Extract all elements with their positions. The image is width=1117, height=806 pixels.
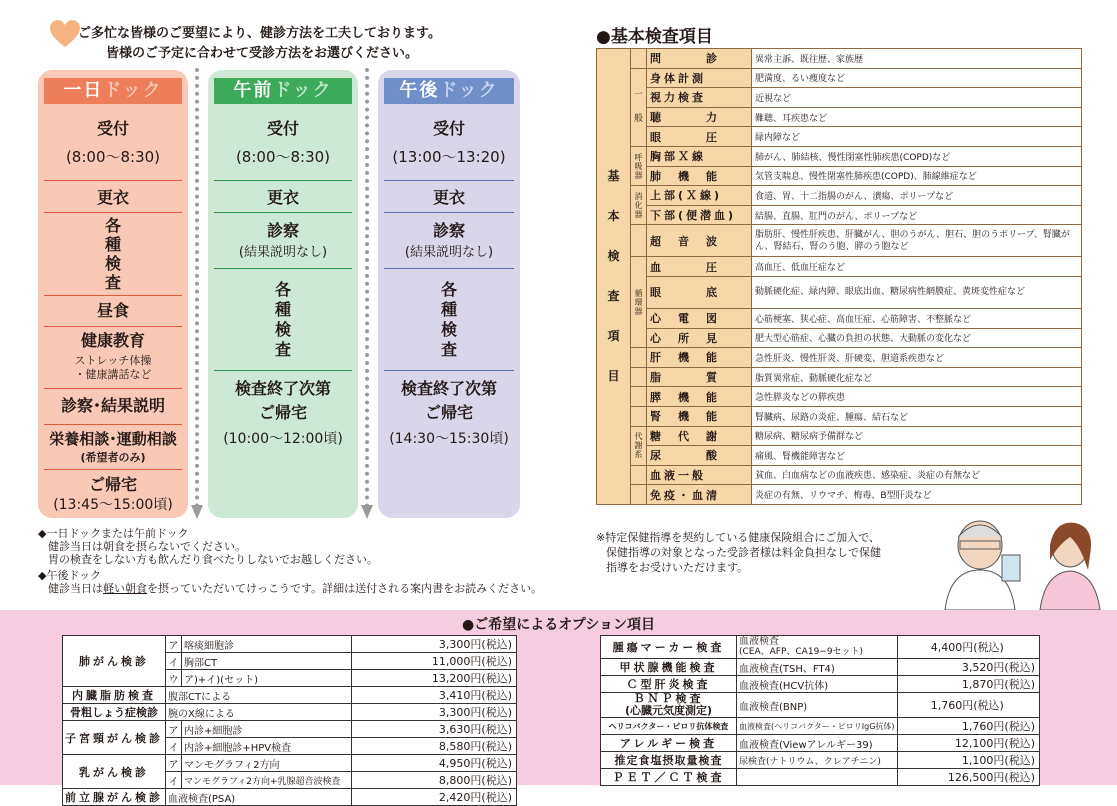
exam-name: 免疫・血清 [647,485,752,505]
option-name: 骨粗しょう症検診 [63,704,166,721]
option-name: 甲状腺機能検査 [601,659,737,676]
go-home: ご帰宅 [88,475,137,494]
exam-desc: 脂肪肝、慢性肝疾患、肝臓がん、胆のうがん、胆石、胆のうポリープ、腎臓がん、腎結石、腎のう胞、膵のう胞など [752,225,1082,257]
changing: 更衣 [96,188,129,207]
exam-finished: 検査終了次第 [400,379,497,398]
options-table-left: 肺がん検診 ア 喀痰細胞診 3,300円(税込) イ 胸部CT 11,000円(税込) ウ ア)+イ)(セット) 13,200円(税込) 内臓脂肪検査 腹部CTによる 3,410円(税込) 骨粗しょう症検診 腕のX線による 3,300円(税込) 子宮頸がん検診 ア 内診+細胞診 3,630円(税込) イ 内診+細胞診+HPV検査 8,580円(税込) 乳がん検診 ア マンモグラフィ2方向 4,950円(税込) イ マンモグラフィ2方向+乳腺超音波検査 8,800円(税込) 前立腺がん検診 血液検査(PSA) 2,420円(税込) [62,635,517,806]
exam-desc: 動脈硬化症、緑内障、眼底出血、糖尿病性網膜症、黄斑変性症など [752,276,1082,308]
exam-desc: 近視など [752,88,1082,108]
exam-desc: 肺がん、肺結核、慢性閉塞性肺疾患(COPD)など [752,146,1082,166]
exam-name: 視力検査 [647,88,752,108]
exam-name: 聴 力 [647,107,752,127]
basic-exam-vertical-label: 基 本 検 査 項 目 [597,49,631,505]
exam-name: 下部(便潜血) [647,205,752,225]
basic-exam-table [596,48,1082,505]
exam-desc: 炎症の有無、リウマチ、梅毒、B型肝炎など [752,485,1082,505]
exam-name: 問 診 [647,49,752,69]
health-education: 健康教育 [80,331,145,350]
changing: 更衣 [432,188,465,207]
option-name: 子宮頸がん検診 [63,721,166,755]
exam-name: 脂 質 [647,367,752,387]
exam-name: 眼 底 [647,276,752,308]
reception: 受付 [266,119,299,138]
exam-name: 膵 機 能 [647,387,752,407]
full-day-dock-title: 一日ドック [44,78,182,104]
afternoon-dock-title: 午後ドック [384,78,514,104]
exams: 各 種 検 査 [104,216,121,292]
exam-name: 血液一般 [647,465,752,485]
option-name: Ｃ型肝炎検査 [601,676,737,693]
go-home: ご帰宅 [258,403,307,422]
home-time: (14:30〜15:30頃) [389,431,509,447]
exam-desc: 貧血、白血病などの血液疾患、感染症、炎症の有無など [752,465,1082,485]
consultation: 診察 [432,221,465,240]
exam-desc: 脂質異常症、動脈硬化症など [752,367,1082,387]
exam-name: 身体計測 [647,68,752,88]
exam-name: 超 音 波 [647,225,752,257]
option-name: アレルギー検査 [601,735,737,752]
circulatory-label: 循環器 [631,257,647,348]
exam-desc: 気管支喘息、慢性閉塞性肺疾患(COPD)、肺線維症など [752,166,1082,186]
exams: 各 種 検 査 [274,280,291,359]
exam-desc: 結腸、直腸、肛門のがん、ポリープなど [752,205,1082,225]
nutrition-note: (希望者のみ) [80,451,146,464]
exam-desc: 緑内障など [752,127,1082,147]
heart-icon [50,20,80,48]
exam-desc: 腎臓病、尿路の炎症、腫瘍、結石など [752,406,1082,426]
exam-desc: 糖尿病、糖尿病予備群など [752,426,1082,446]
option-name: 乳がん検診 [63,755,166,789]
exam-desc: 高血圧、低血圧症など [752,257,1082,277]
exam-finished: 検査終了次第 [234,379,331,398]
exam-name: 眼 圧 [647,127,752,147]
exam-name: 上部(Ｘ線) [647,186,752,206]
morning-dock-column [208,70,358,518]
exam-name: 心 電 図 [647,308,752,328]
exam-desc: 急性膵炎などの膵疾患 [752,387,1082,407]
arrow-down-icon [361,505,373,519]
exam-name: 心 所 見 [647,328,752,348]
exam-desc: 急性肝炎、慢性肝炎、肝硬変、胆道系疾患など [752,348,1082,368]
education-note: ストレッチ体操 ・健康講話など [74,354,152,381]
reception: 受付 [432,119,465,138]
options-table-right: 腫瘍マーカー検査 血液検査 (CEA、AFP、CA19−9セット) 4,400円(税込) 甲状腺機能検査 血液検査(TSH、FT4) 3,520円(税込) Ｃ型肝炎検査 血液検査(HCV抗体) 1,870円(税込) ＢＮＰ検査 (心臓元気度測定) 血液検査(BNP) 1,760円(税込) ヘリコバクター・ピロリ抗体検査 血液検査(ヘリコバクター・ピロリIgG抗体) 1,760円(税込) アレルギー検査 血液検査(Viewアレルギー39) 12,100円(税込) 推定食塩摂取量検査 尿検査(ナトリウム、クレアチニン) 1,100円(税込) ＰＥＴ／ＣＴ検査 126,500円(税込) [600,635,1040,786]
home-time: (13:45〜15:00頃) [53,497,173,513]
preparation-notes: ◆一日ドックまたは午前ドック 健診当日は朝食を摂らないでください。 胃の検査をしない方も飲んだり食べたりしないでお越しください。 ◆午後ドック 健診当日は軽い朝食を摂っていただいてけっこうです。詳細は送付される案内書をお読みください。 [38,527,543,595]
exam-desc: 食道、胃、十二指腸のがん、潰瘍、ポリープなど [752,186,1082,206]
exam-name: 糖 代 謝 [647,426,752,446]
arrow-down-icon [191,505,203,519]
afternoon-dock-column [378,70,520,518]
metabolism-label: 代謝系 [631,426,647,465]
exam-desc: 異常主訴、既往歴、家族歴 [752,49,1082,69]
reception-time: (13:00〜13:20) [392,148,506,166]
reception: 受付 [96,119,129,138]
home-time: (10:00〜12:00頃) [223,431,343,447]
options-title: ●ご希望によるオプション項目 [462,617,655,633]
exam-name: 肺 機 能 [647,166,752,186]
general-label: 一 般 [631,68,647,146]
intro-text: ご多忙な皆様のご要望により、健診方法を工夫しております。 皆様のご予定に合わせて受診方法をお選びください。 [78,26,441,61]
exam-desc: 肥大型心筋症、心臓の負担の状態、大動脈の変化など [752,328,1082,348]
reception-time: (8:00〜8:30) [235,148,331,166]
exam-name: 血 圧 [647,257,752,277]
option-name: 腫瘍マーカー検査 [601,636,737,659]
option-name: 肺がん検診 [63,636,166,687]
changing: 更衣 [266,188,299,207]
exam-name: 腎 機 能 [647,406,752,426]
divider [365,68,369,508]
consultation: 診察･結果説明 [60,396,165,415]
exam-desc: 心筋梗塞、狭心症、高血圧症、心筋障害、不整脈など [752,308,1082,328]
consultation: 診察 [266,221,299,240]
option-name: 推定食塩摂取量検査 [601,752,737,769]
option-name: 内臓脂肪検査 [63,687,166,704]
basic-exam-title: ●基本検査項目 [596,27,713,47]
morning-dock-title: 午前ドック [214,78,352,104]
exam-desc: 痛風、腎機能障害など [752,446,1082,466]
exams: 各 種 検 査 [440,280,457,359]
option-name: ＰＥＴ／ＣＴ検査 [601,769,737,786]
reception-time: (8:00〜8:30) [65,148,161,166]
exam-name: 肝 機 能 [647,348,752,368]
exam-name: 胸部Ｘ線 [647,146,752,166]
lunch: 昼食 [96,301,129,320]
exam-desc: 肥満度、るい痩度など [752,68,1082,88]
consultation-note: (結果説明なし) [238,245,328,260]
option-name: ヘリコバクター・ピロリ抗体検査 [601,718,737,735]
nutrition-consult: 栄養相談･運動相談 [49,430,177,448]
go-home: ご帰宅 [424,403,473,422]
digestive-label: 消化器 [631,186,647,225]
exam-name: 尿 酸 [647,446,752,466]
respiratory-label: 呼吸器 [631,146,647,185]
exam-desc: 難聴、耳疾患など [752,107,1082,127]
doctor-patient-illustration [930,515,1110,610]
divider [195,68,199,508]
health-guidance-note: ※特定保健指導を契約している健康保険組合にご加入で、 保健指導の対象となった受診者様は料金負担なしで保健 指導をお受けいただけます。 [596,531,881,574]
full-day-dock-column [38,70,188,518]
option-name: 前立腺がん検診 [63,789,166,806]
consultation-note: (結果説明なし) [404,245,494,260]
